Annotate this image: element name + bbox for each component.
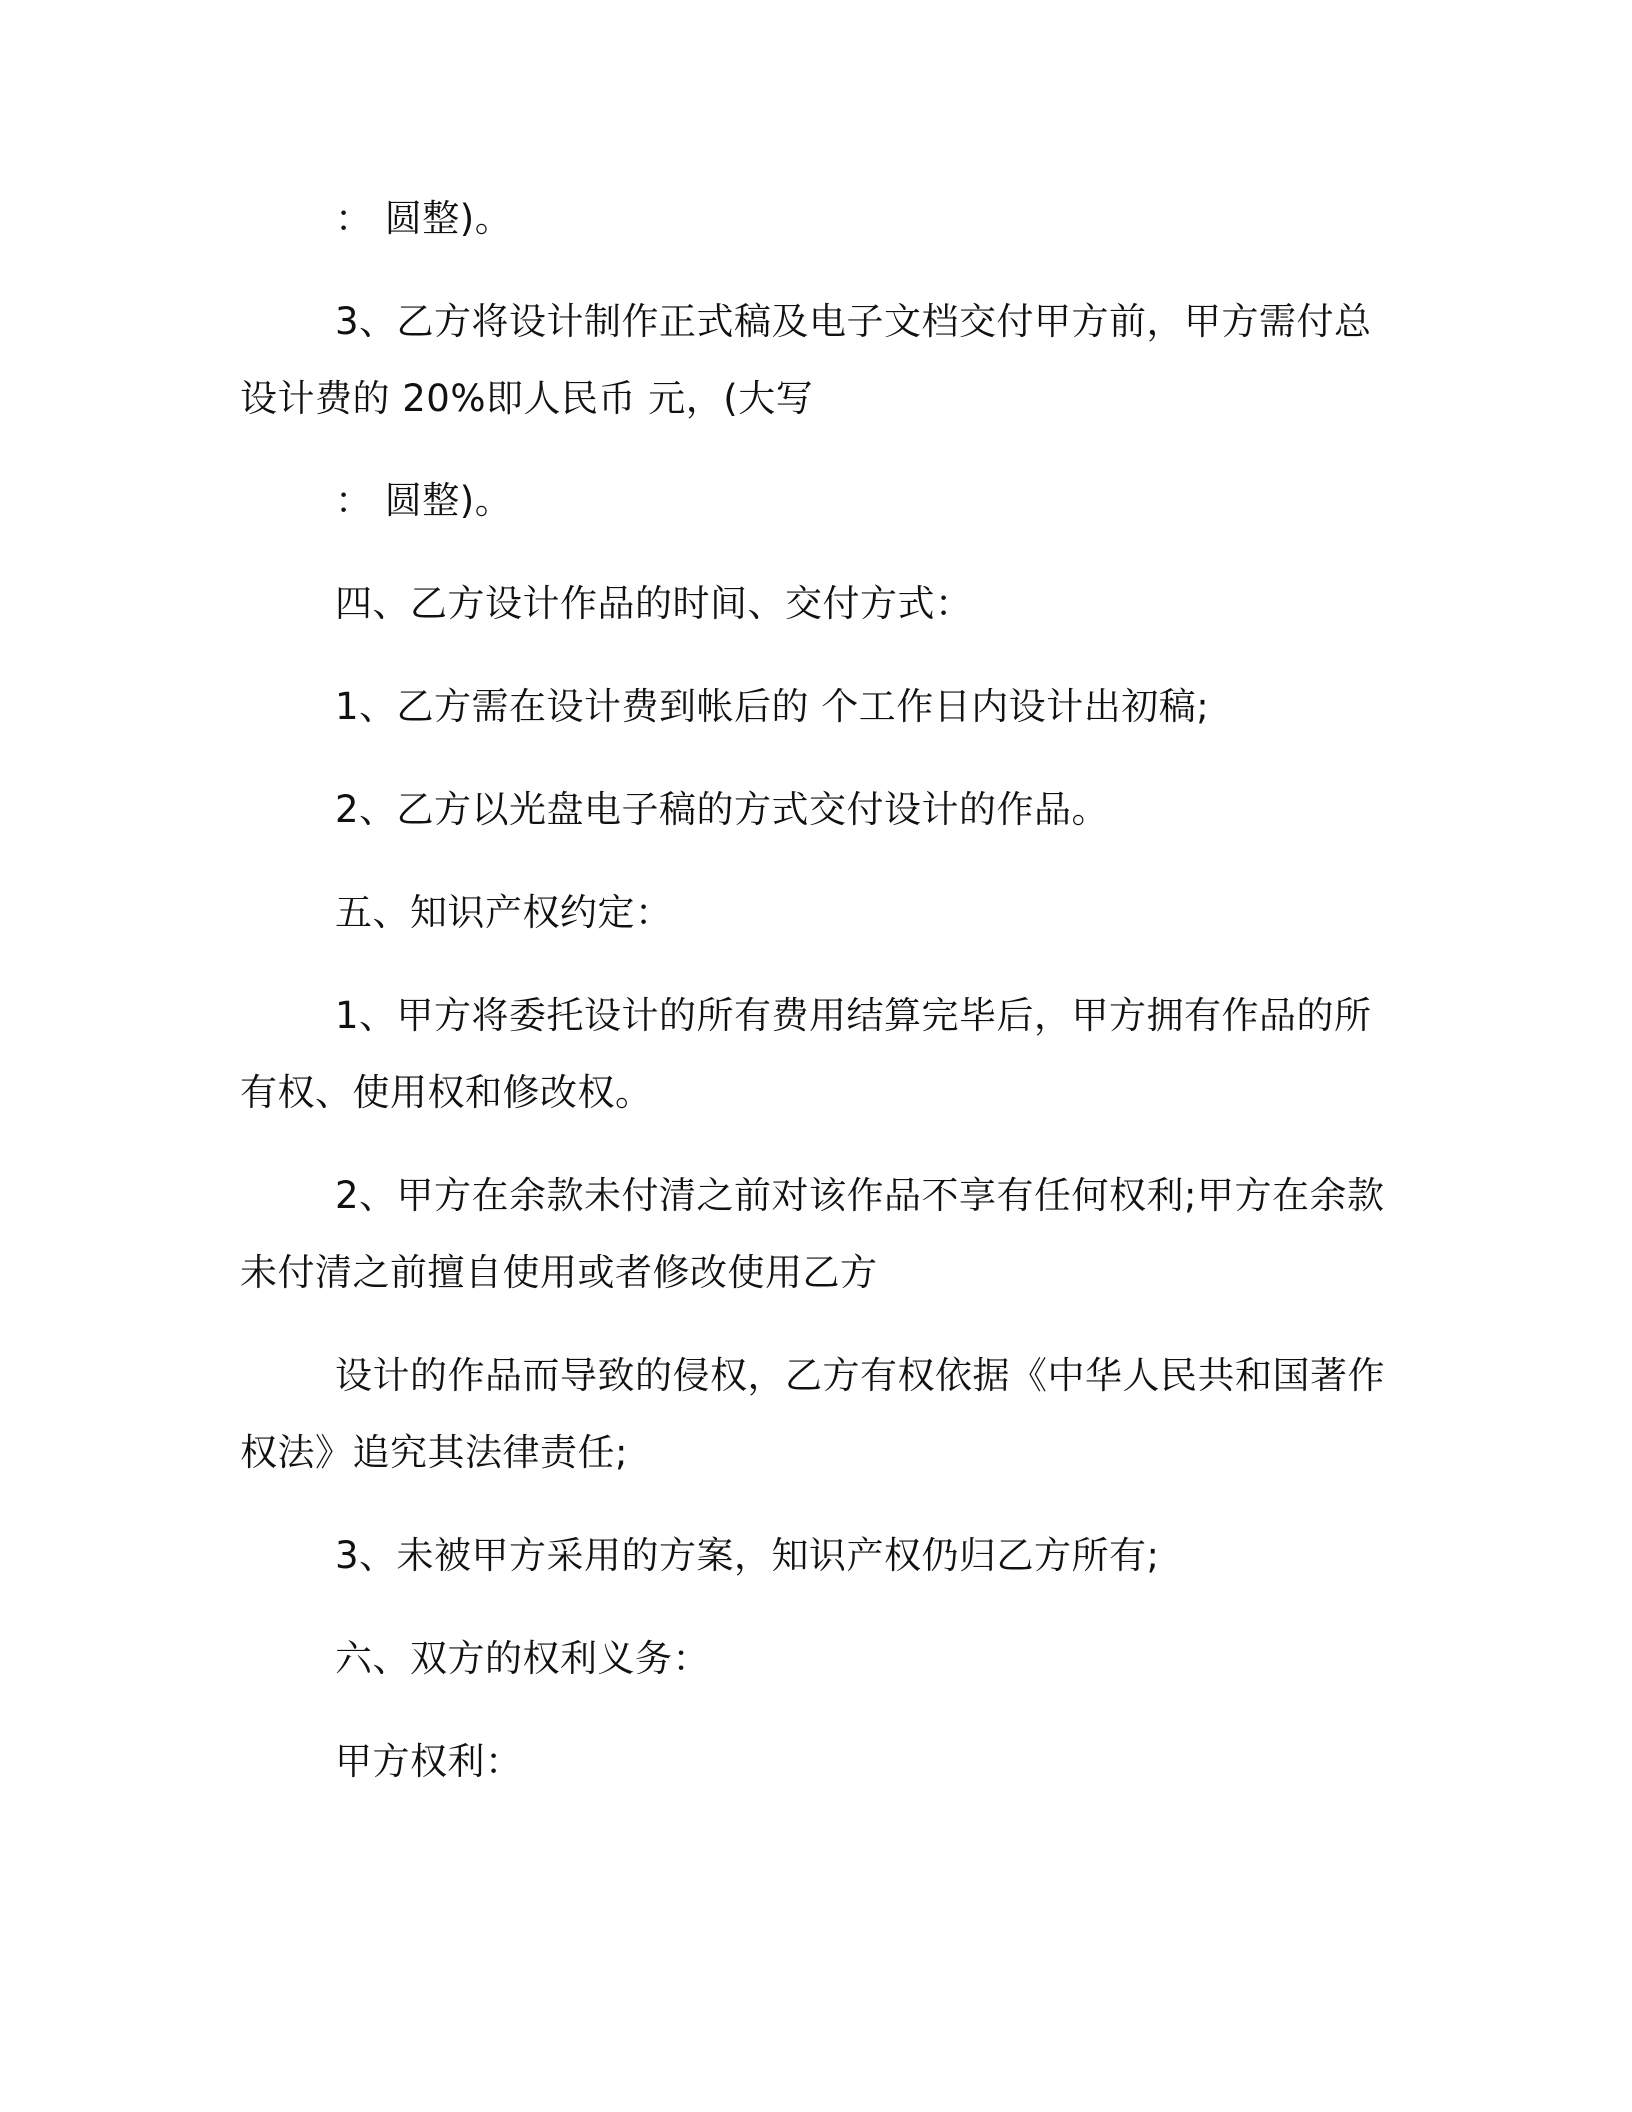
paragraph-line: 3、乙方将设计制作正式稿及电子文档交付甲方前，甲方需付总: [335, 300, 1372, 343]
section-heading-6: [240, 1620, 1390, 1697]
paragraph-amount-in-words-2: [240, 462, 1390, 539]
section-heading: 四、乙方设计作品的时间、交付方式：: [335, 582, 973, 625]
paragraph-no-rights-before-payment: [240, 1157, 1390, 1311]
paragraph-delivery-method: [240, 771, 1390, 848]
section-heading: 六、双方的权利义务：: [335, 1637, 710, 1680]
subheading: 甲方权利：: [335, 1740, 523, 1783]
paragraph-line: 1、乙方需在设计费到帐后的 个工作日内设计出初稿;: [335, 685, 1210, 728]
paragraph-line: 未付清之前擅自使用或者修改使用乙方: [240, 1251, 878, 1294]
paragraph-line: 3、未被甲方采用的方案，知识产权仍归乙方所有;: [335, 1534, 1160, 1577]
paragraph-line: ： 圆整)。: [335, 479, 513, 522]
paragraph-line: 设计的作品而导致的侵权，乙方有权依据《中华人民共和国著作: [335, 1354, 1385, 1397]
subheading-party-a-rights: [240, 1723, 1390, 1800]
paragraph-line: 2、甲方在余款未付清之前对该作品不享有任何权利;甲方在余款: [335, 1174, 1385, 1217]
section-heading-5: [240, 874, 1390, 951]
paragraph-draft-timing: [240, 668, 1390, 745]
paragraph-line: 1、甲方将委托设计的所有费用结算完毕后，甲方拥有作品的所: [335, 994, 1372, 1037]
paragraph-infringement: [240, 1337, 1390, 1491]
paragraph-amount-in-words-1: [240, 180, 1390, 257]
paragraph-line: 设计费的 20%即人民币 元，(大写: [240, 377, 814, 420]
paragraph-line: ： 圆整)。: [335, 197, 513, 240]
section-heading: 五、知识产权约定：: [335, 891, 673, 934]
paragraph-line: 2、乙方以光盘电子稿的方式交付设计的作品。: [335, 788, 1110, 831]
paragraph-payment-clause-3: [240, 283, 1390, 437]
paragraph-ownership: [240, 977, 1390, 1131]
paragraph-line: 有权、使用权和修改权。: [240, 1071, 653, 1114]
paragraph-unused-proposals: [240, 1517, 1390, 1594]
section-heading-4: [240, 565, 1390, 642]
paragraph-line: 权法》追究其法律责任;: [240, 1431, 628, 1474]
